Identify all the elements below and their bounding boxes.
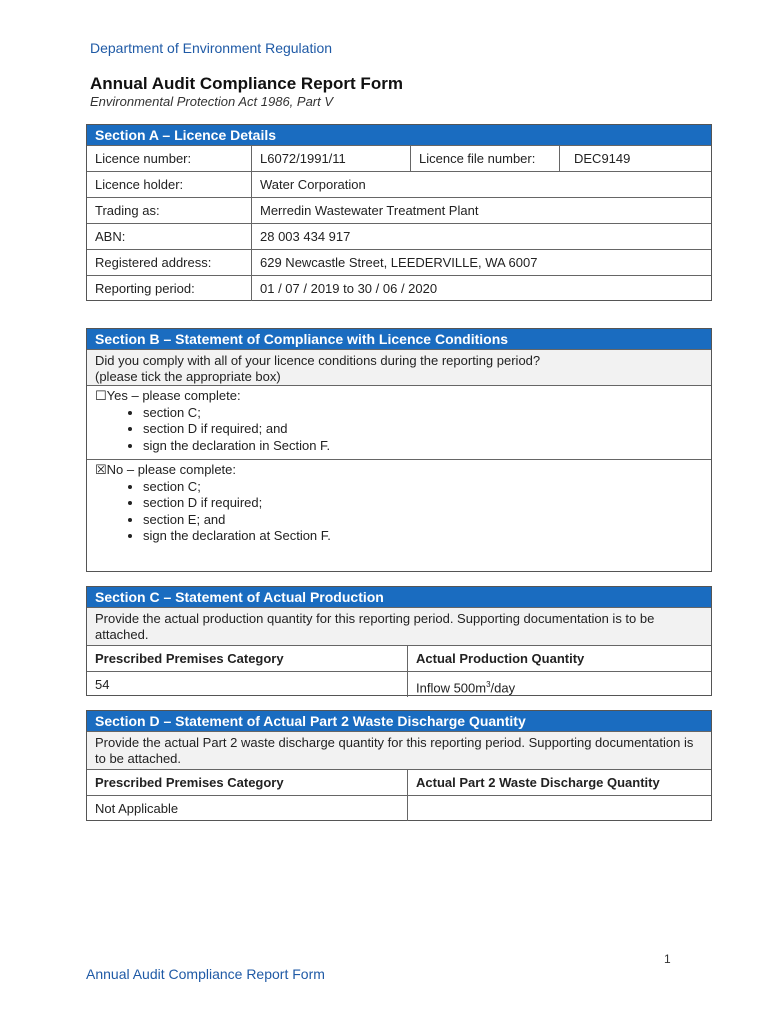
licence-number-value: L6072/1991/11: [252, 146, 411, 171]
list-item: • sign the declaration in Section F.: [143, 438, 703, 455]
licence-number-row: [87, 145, 711, 171]
compliance-question: [87, 349, 711, 385]
form-title: Annual Audit Compliance Report Form: [90, 74, 403, 93]
department-name: Department of Environment Regulation: [90, 40, 333, 56]
section-a-licence-details: [86, 124, 712, 301]
row-value: Water Corporation: [260, 177, 366, 192]
table-row: [87, 795, 711, 821]
licence-number-label: Licence number:: [87, 146, 252, 171]
no-list: [95, 479, 703, 545]
page-number: 1: [664, 952, 671, 966]
list-item: • section D if required; and: [143, 421, 703, 438]
table-header-row: [87, 769, 711, 795]
section-c-production: [86, 586, 712, 696]
yes-list: [95, 405, 703, 455]
list-item: • sign the declaration at Section F.: [143, 528, 703, 545]
registered-address-row: [87, 249, 711, 275]
row-value: 629 Newcastle Street, LEEDERVILLE, WA 6007: [260, 255, 538, 270]
question-instruction: (please tick the appropriate box): [95, 369, 281, 384]
row-value: 01 / 07 / 2019 to 30 / 06 / 2020: [260, 281, 438, 296]
row-value: Merredin Wastewater Treatment Plant: [260, 203, 479, 218]
section-c-heading: Section C – Statement of Actual Production: [87, 587, 711, 607]
section-b-heading: Section B – Statement of Compliance with Licence Conditions: [87, 329, 711, 349]
category-value: Not Applicable: [87, 796, 408, 821]
discharge-quantity-value: [408, 796, 711, 821]
quantity-exponent: 3: [486, 680, 491, 689]
no-option-block: [87, 459, 711, 569]
row-label: Trading as:: [87, 198, 252, 223]
column-header: Prescribed Premises Category: [87, 770, 408, 795]
section-d-waste-discharge: [86, 710, 712, 821]
footer-title: Annual Audit Compliance Report Form: [86, 966, 325, 982]
quantity-unit: /day: [490, 680, 516, 696]
column-header: Actual Part 2 Waste Discharge Quantity: [416, 775, 660, 790]
section-d-intro: Provide the actual Part 2 waste discharge quantity for this reporting period. Supporting documentation is to be attached.: [87, 731, 711, 769]
table-row: [87, 671, 711, 697]
question-line: Did you comply with all of your licence conditions during the reporting period?: [95, 353, 541, 368]
row-label: ABN:: [87, 224, 252, 249]
yes-label: Yes – please complete:: [106, 388, 241, 403]
section-c-intro: Provide the actual production quantity for this reporting period. Supporting documentation is to be attached.: [87, 607, 711, 645]
list-item: • section C;: [143, 479, 703, 496]
section-d-heading: Section D – Statement of Actual Part 2 Waste Discharge Quantity: [87, 711, 711, 731]
yes-checkbox[interactable]: ☐: [95, 388, 107, 403]
list-item: • section E; and: [143, 512, 703, 529]
licence-file-value: DEC9149: [574, 151, 631, 166]
list-item: • section D if required;: [143, 495, 703, 512]
production-quantity-value: [408, 672, 711, 697]
licence-holder-row: [87, 171, 711, 197]
column-header: Prescribed Premises Category: [87, 646, 408, 671]
form-subtitle: Environmental Protection Act 1986, Part V: [90, 94, 334, 109]
reporting-period-row: [87, 275, 711, 301]
row-value: 28 003 434 917: [260, 229, 351, 244]
category-value: 54: [87, 672, 408, 697]
abn-row: [87, 223, 711, 249]
table-header-row: [87, 645, 711, 671]
yes-option-block: [87, 385, 711, 459]
trading-as-row: [87, 197, 711, 223]
quantity-number: Inflow 500m: [416, 680, 487, 696]
row-label: Registered address:: [87, 250, 252, 275]
row-label: Licence holder:: [87, 172, 252, 197]
section-b-compliance: [86, 328, 712, 572]
licence-file-label: Licence file number:: [411, 146, 560, 171]
section-a-heading: Section A – Licence Details: [87, 125, 711, 145]
list-item: • section C;: [143, 405, 703, 422]
row-label: Reporting period:: [87, 276, 252, 301]
no-label: No – please complete:: [106, 462, 237, 477]
no-checkbox[interactable]: ☒: [95, 462, 107, 477]
column-header: Actual Production Quantity: [416, 651, 585, 666]
